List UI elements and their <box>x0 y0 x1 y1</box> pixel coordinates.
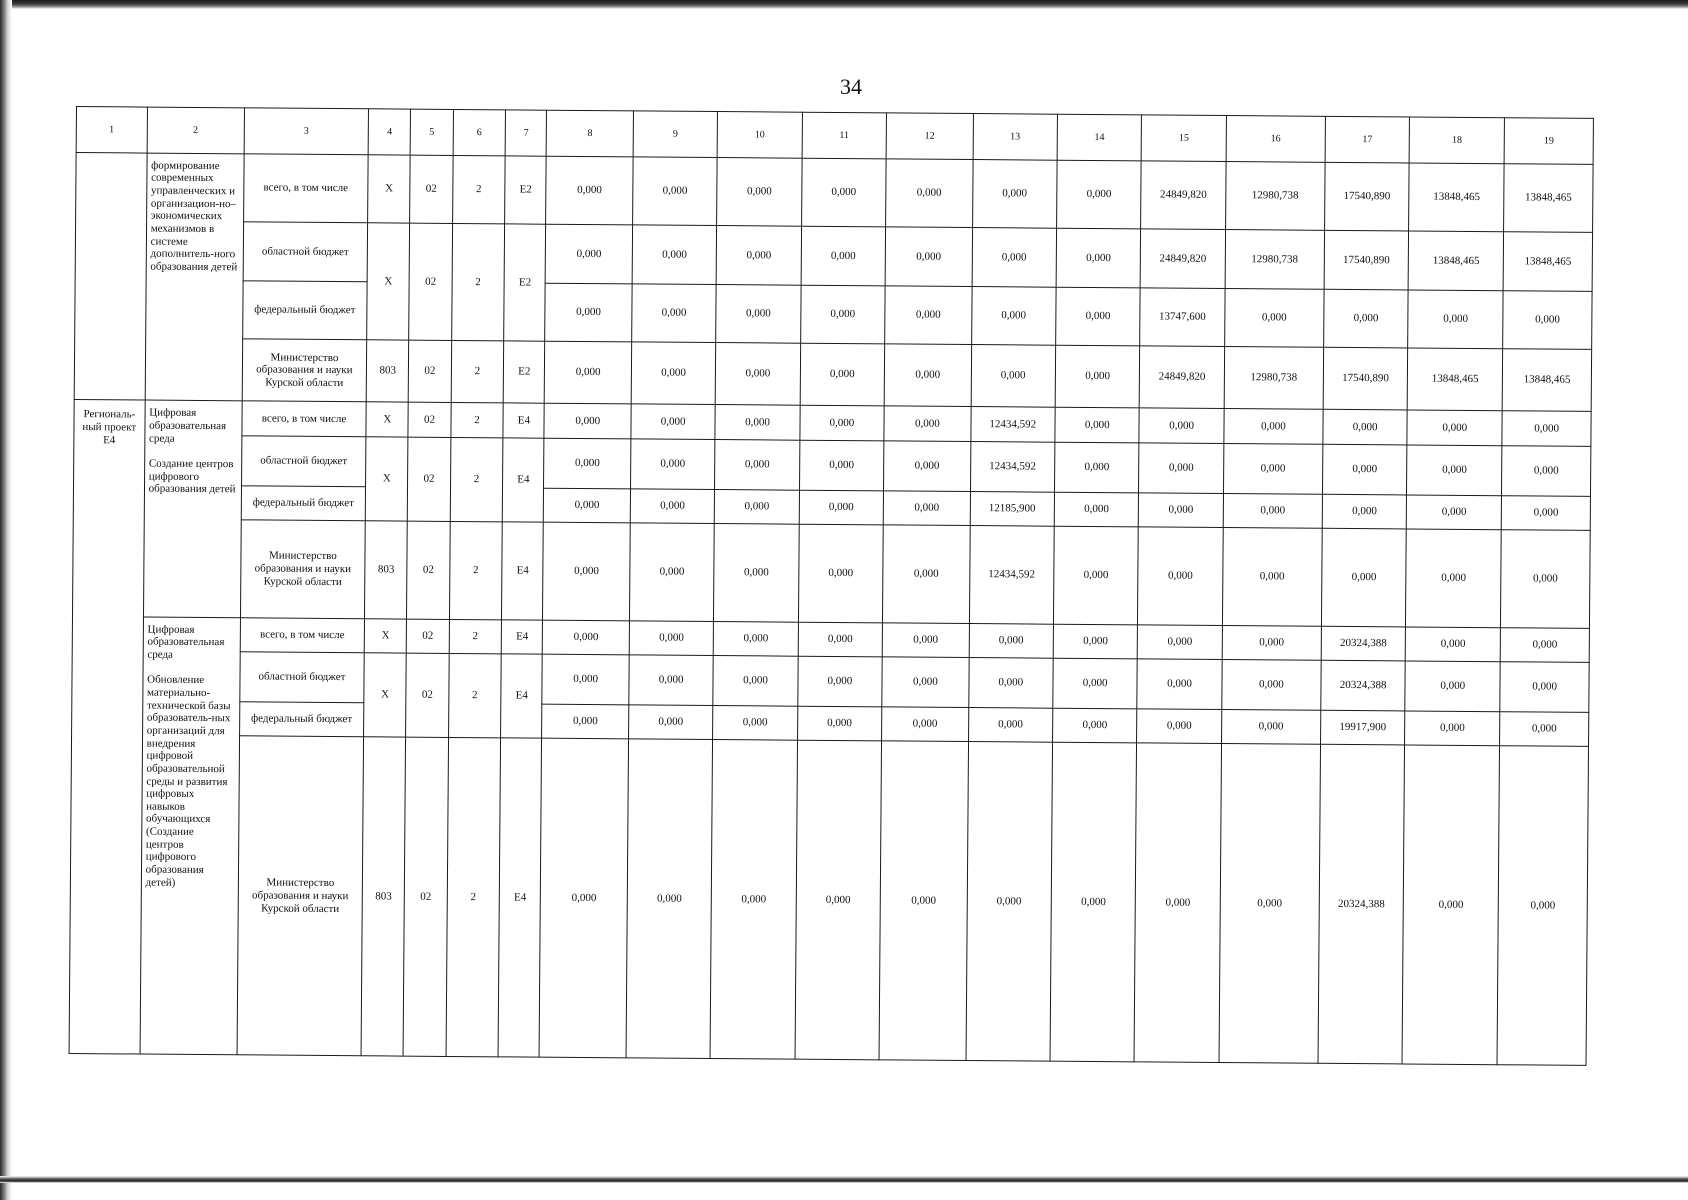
header-cell: 18 <box>1409 117 1504 164</box>
code-cell: Е2 <box>504 224 546 341</box>
value-cell: 0,000 <box>1053 624 1138 659</box>
header-cell: 15 <box>1141 115 1226 161</box>
funding-source: Министерство образования и науки Курской области <box>240 520 365 619</box>
scan-bottom-edge <box>0 1176 1688 1183</box>
measure-description: Цифровая образовательная среда Обновление материально-технической базы образователь-ных организаций для внедрения цифровой образовательной среды и развития цифровых навыков обучающихся (Создание центров цифрового образования детей) <box>140 617 240 1055</box>
value-cell: 12434,592 <box>969 526 1054 624</box>
value-cell: 0,000 <box>715 343 800 406</box>
header-cell: 12 <box>886 113 973 159</box>
funding-source: всего, в том числе <box>242 401 367 436</box>
code-cell: 02 <box>408 437 451 522</box>
code-cell: 803 <box>361 737 406 1056</box>
scan-top-edge <box>0 0 1688 9</box>
value-cell: 0,000 <box>1137 709 1222 744</box>
table-row <box>76 152 1593 233</box>
code-cell: X <box>368 155 411 224</box>
value-cell: 0,000 <box>1408 290 1503 349</box>
value-cell: 0,000 <box>1134 743 1221 1062</box>
value-cell: 0,000 <box>884 406 971 441</box>
code-cell: Е2 <box>505 156 547 225</box>
header-cell: 4 <box>368 109 411 155</box>
value-cell: 13848,465 <box>1407 348 1502 411</box>
funding-source: всего, в том числе <box>240 618 365 653</box>
value-cell: 0,000 <box>1054 492 1139 527</box>
value-cell: 0,000 <box>626 739 713 1058</box>
value-cell: 0,000 <box>1054 442 1139 493</box>
value-cell: 0,000 <box>1055 345 1140 408</box>
value-cell: 0,000 <box>1223 493 1322 528</box>
funding-source: областной бюджет <box>243 222 368 281</box>
value-cell: 0,000 <box>1322 444 1407 495</box>
value-cell: 0,000 <box>882 707 969 742</box>
value-cell: 13848,465 <box>1502 349 1591 412</box>
value-cell: 0,000 <box>1224 409 1323 444</box>
value-cell: 12434,592 <box>970 441 1055 492</box>
code-cell: X <box>366 402 408 437</box>
funding-source: Министерство образования и науки Курской области <box>242 339 367 402</box>
value-cell: 0,000 <box>971 286 1056 345</box>
code-cell: 803 <box>366 340 409 403</box>
value-cell: 17540,890 <box>1323 347 1408 410</box>
value-cell: 20324,388 <box>1318 745 1405 1064</box>
value-cell: 0,000 <box>799 490 884 525</box>
value-cell: 0,000 <box>968 658 1053 709</box>
value-cell: 0,000 <box>1322 494 1407 529</box>
code-cell: 02 <box>407 619 449 654</box>
value-cell: 0,000 <box>539 739 628 1058</box>
code-cell: Е4 <box>501 654 543 739</box>
code-cell: 02 <box>408 403 450 438</box>
value-cell: 20324,388 <box>1321 626 1406 661</box>
value-cell: 0,000 <box>798 656 883 707</box>
value-cell: 0,000 <box>1221 710 1320 745</box>
header-cell: 14 <box>1057 114 1142 160</box>
value-cell: 0,000 <box>710 740 797 1059</box>
funding-source: федеральный бюджет <box>239 702 364 737</box>
value-cell: 0,000 <box>1501 495 1590 530</box>
value-cell: 0,000 <box>1501 530 1590 629</box>
value-cell: 0,000 <box>798 622 883 657</box>
value-cell: 0,000 <box>544 438 631 489</box>
code-cell: 2 <box>450 437 503 522</box>
value-cell: 17540,890 <box>1324 162 1409 231</box>
value-cell: 0,000 <box>1053 708 1138 743</box>
code-cell: X <box>365 437 408 522</box>
value-cell: 0,000 <box>883 525 970 623</box>
funding-source: всего, в том числе <box>243 154 368 224</box>
code-cell: Е2 <box>503 341 545 404</box>
funding-source: федеральный бюджет <box>242 281 367 340</box>
value-cell: 0,000 <box>1056 229 1141 288</box>
value-cell: 0,000 <box>632 284 717 343</box>
header-cell: 3 <box>244 108 369 155</box>
value-cell: 0,000 <box>1056 287 1141 346</box>
value-cell: 0,000 <box>972 159 1057 228</box>
code-cell: 2 <box>450 403 503 438</box>
value-cell: 0,000 <box>629 523 714 621</box>
code-cell: 02 <box>410 155 453 224</box>
value-cell: 0,000 <box>1139 443 1224 494</box>
value-cell: 0,000 <box>717 157 802 226</box>
value-cell: 0,000 <box>1497 746 1588 1065</box>
code-cell: Е4 <box>503 403 544 438</box>
value-cell: 0,000 <box>543 522 630 620</box>
value-cell: 0,000 <box>1407 495 1502 530</box>
value-cell: 24849,820 <box>1140 229 1225 288</box>
value-cell: 0,000 <box>1500 712 1589 747</box>
value-cell: 0,000 <box>1138 527 1223 625</box>
header-cell: 1 <box>76 107 147 153</box>
value-cell: 0,000 <box>713 706 798 741</box>
value-cell: 0,000 <box>884 441 971 492</box>
value-cell: 0,000 <box>1402 745 1499 1064</box>
value-cell: 12980,738 <box>1224 347 1324 410</box>
header-cell: 11 <box>802 112 887 158</box>
value-cell: 0,000 <box>1406 627 1501 662</box>
scan-left-edge <box>0 0 12 1200</box>
value-cell: 0,000 <box>629 621 714 656</box>
header-cell: 10 <box>717 112 802 158</box>
value-cell: 0,000 <box>715 405 800 440</box>
code-cell: Е4 <box>498 738 542 1057</box>
code-cell: 2 <box>449 521 503 619</box>
value-cell: 0,000 <box>632 225 717 284</box>
value-cell: 0,000 <box>1406 529 1502 628</box>
value-cell: 12434,592 <box>971 407 1056 442</box>
code-cell: Е4 <box>502 620 543 655</box>
value-cell: 0,000 <box>631 404 716 439</box>
value-cell: 0,000 <box>1502 445 1591 496</box>
table-row <box>74 337 1591 411</box>
value-cell: 0,000 <box>971 345 1056 408</box>
value-cell: 0,000 <box>1223 443 1323 494</box>
header-cell: 17 <box>1325 116 1410 162</box>
value-cell: 0,000 <box>879 741 968 1060</box>
code-cell: Е4 <box>503 438 545 523</box>
code-cell: X <box>364 653 407 738</box>
value-cell: 0,000 <box>545 283 632 342</box>
value-cell: 0,000 <box>1222 528 1322 627</box>
value-cell: 0,000 <box>1500 662 1589 713</box>
value-cell: 13848,465 <box>1503 232 1592 291</box>
value-cell: 0,000 <box>1139 493 1224 528</box>
measure-description: Цифровая образовательная среда Создание центров цифрового образования детей <box>143 400 242 617</box>
value-cell: 0,000 <box>1500 628 1589 663</box>
value-cell: 0,000 <box>1503 290 1592 349</box>
value-cell: 0,000 <box>885 227 972 286</box>
value-cell: 0,000 <box>1324 289 1409 348</box>
value-cell: 0,000 <box>882 657 969 708</box>
value-cell: 12185,900 <box>970 491 1055 526</box>
value-cell: 0,000 <box>972 228 1057 287</box>
funding-source: Министерство образования и науки Курской области <box>237 736 364 1056</box>
value-cell: 0,000 <box>633 157 718 226</box>
value-cell: 0,000 <box>715 439 800 490</box>
value-cell: 0,000 <box>716 284 801 343</box>
code-cell: 2 <box>452 155 505 224</box>
value-cell: 0,000 <box>1053 658 1138 709</box>
value-cell: 0,000 <box>1222 625 1321 660</box>
value-cell: 17540,890 <box>1324 231 1409 290</box>
page-number: 34 <box>840 74 862 99</box>
value-cell: 0,000 <box>631 342 716 405</box>
budget-table-wrapper <box>69 106 1594 1066</box>
value-cell: 0,000 <box>544 488 631 523</box>
value-cell: 0,000 <box>884 344 971 407</box>
value-cell: 0,000 <box>801 227 886 286</box>
funding-source: областной бюджет <box>240 652 365 703</box>
value-cell: 0,000 <box>886 159 973 228</box>
value-cell: 0,000 <box>546 225 633 284</box>
table-row <box>69 735 1588 1065</box>
measure-description: формирование современных управленческих и организацион-но–экономических механизмов в системе дополнитель-ного образования детей <box>145 153 244 401</box>
value-cell: 0,000 <box>1050 743 1137 1062</box>
header-cell: 19 <box>1504 118 1593 164</box>
header-cell: 5 <box>411 109 454 155</box>
value-cell: 24849,820 <box>1140 346 1225 409</box>
code-cell: Е4 <box>502 522 544 620</box>
budget-table <box>69 106 1594 1066</box>
value-cell: 0,000 <box>715 489 800 524</box>
value-cell: 0,000 <box>801 158 886 227</box>
value-cell: 0,000 <box>544 404 631 439</box>
value-cell: 0,000 <box>1222 660 1322 711</box>
value-cell: 20324,388 <box>1321 660 1406 711</box>
value-cell: 0,000 <box>630 439 715 490</box>
funding-source: областной бюджет <box>241 436 366 487</box>
value-cell: 0,000 <box>797 706 882 741</box>
header-cell: 6 <box>453 109 506 155</box>
value-cell: 13848,465 <box>1408 231 1503 290</box>
value-cell: 13848,465 <box>1504 164 1593 233</box>
code-cell: 2 <box>451 340 504 403</box>
value-cell: 13747,600 <box>1140 288 1225 347</box>
value-cell: 0,000 <box>545 341 632 404</box>
code-cell: X <box>367 223 410 340</box>
code-cell: 2 <box>449 619 502 654</box>
value-cell: 0,000 <box>546 156 633 225</box>
value-cell: 0,000 <box>968 708 1053 743</box>
value-cell: 12980,738 <box>1225 230 1325 289</box>
value-cell: 0,000 <box>542 654 629 705</box>
value-cell: 0,000 <box>883 491 970 526</box>
value-cell: 0,000 <box>1053 526 1138 624</box>
code-cell: X <box>364 619 406 654</box>
code-cell: 02 <box>409 340 452 403</box>
code-cell: 02 <box>403 738 448 1057</box>
value-cell: 0,000 <box>714 524 799 622</box>
table-row <box>72 519 1590 629</box>
value-cell: 0,000 <box>1219 744 1321 1063</box>
value-cell: 0,000 <box>798 524 883 622</box>
value-cell: 0,000 <box>542 704 629 739</box>
value-cell: 0,000 <box>799 440 884 491</box>
value-cell: 0,000 <box>800 343 885 406</box>
value-cell: 0,000 <box>969 623 1054 658</box>
value-cell: 0,000 <box>628 705 713 740</box>
header-cell: 16 <box>1226 116 1326 163</box>
value-cell: 0,000 <box>629 655 714 706</box>
value-cell: 0,000 <box>1224 288 1324 347</box>
code-cell: 02 <box>409 224 452 341</box>
value-cell: 0,000 <box>795 741 882 1060</box>
value-cell: 0,000 <box>882 623 969 658</box>
value-cell: 0,000 <box>885 286 972 345</box>
code-cell: 2 <box>451 224 505 341</box>
value-cell: 0,000 <box>1137 659 1222 710</box>
value-cell: 0,000 <box>1321 528 1406 626</box>
header-cell: 2 <box>147 107 244 154</box>
value-cell: 0,000 <box>1138 625 1223 660</box>
funding-source: федеральный бюджет <box>241 485 366 520</box>
value-cell: 0,000 <box>713 656 798 707</box>
value-cell: 0,000 <box>716 226 801 285</box>
code-cell: 02 <box>406 653 449 738</box>
value-cell: 0,000 <box>714 621 799 656</box>
value-cell: 0,000 <box>966 742 1053 1061</box>
value-cell: 13848,465 <box>1409 163 1504 232</box>
value-cell: 0,000 <box>1405 661 1500 712</box>
value-cell: 0,000 <box>1405 711 1500 746</box>
value-cell: 0,000 <box>1407 445 1502 496</box>
code-cell: 803 <box>365 521 408 619</box>
header-cell: 7 <box>505 110 546 156</box>
value-cell: 19917,900 <box>1320 710 1405 745</box>
code-cell: 02 <box>407 521 450 619</box>
value-cell: 0,000 <box>1502 411 1591 446</box>
header-cell: 8 <box>547 110 634 156</box>
value-cell: 0,000 <box>1055 408 1140 443</box>
value-cell: 12980,738 <box>1225 161 1325 230</box>
value-cell: 24849,820 <box>1141 161 1226 230</box>
project-cell: Региональ-ный проект Е4 <box>69 400 145 1054</box>
project-cell <box>74 152 147 400</box>
header-cell: 9 <box>633 111 718 157</box>
header-cell: 13 <box>973 114 1058 160</box>
value-cell: 0,000 <box>800 285 885 344</box>
value-cell: 0,000 <box>1323 410 1408 445</box>
code-cell: 2 <box>446 738 501 1057</box>
value-cell: 0,000 <box>1057 160 1142 229</box>
code-cell: 2 <box>448 654 501 739</box>
value-cell: 0,000 <box>543 620 630 655</box>
value-cell: 0,000 <box>630 489 715 524</box>
value-cell: 0,000 <box>800 406 885 441</box>
value-cell: 0,000 <box>1407 410 1502 445</box>
value-cell: 0,000 <box>1139 408 1224 443</box>
